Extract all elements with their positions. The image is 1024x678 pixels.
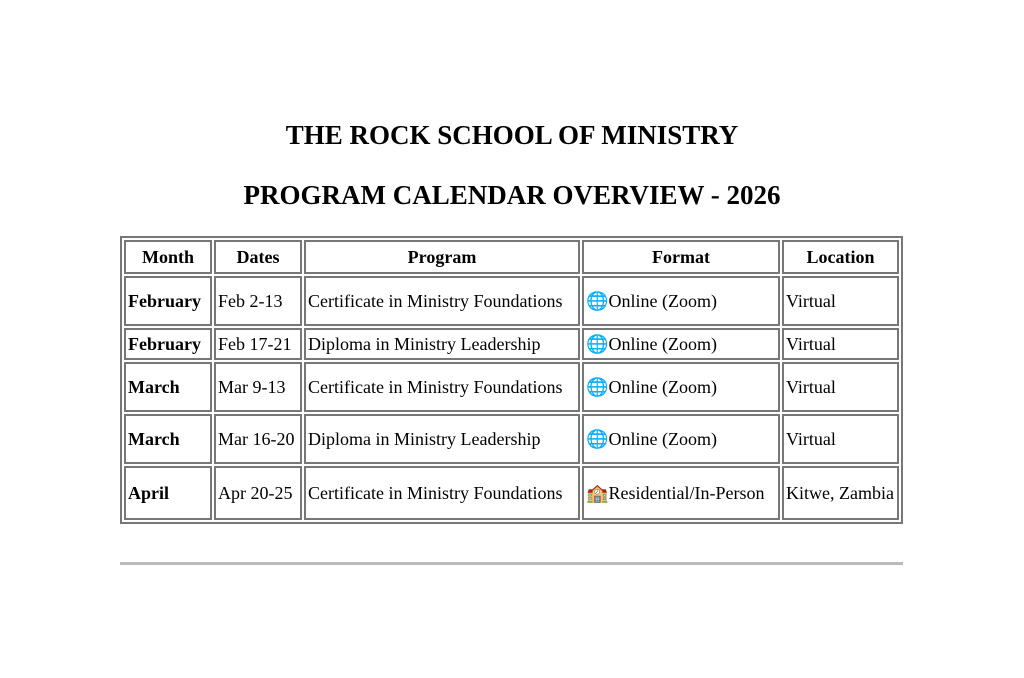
globe-icon: 🌐 [586, 333, 609, 354]
location-cell: Virtual [782, 414, 899, 464]
horizontal-rule [120, 562, 903, 565]
table-row [124, 328, 899, 360]
format-text: Online (Zoom) [608, 428, 717, 449]
table-header-row [124, 240, 899, 274]
format-text: Online (Zoom) [608, 376, 717, 397]
header-program: Program [304, 240, 580, 274]
location-cell: Kitwe, Zambia [782, 466, 899, 520]
residential-icon: 🏫 [586, 482, 609, 503]
program-cell: Certificate in Ministry Foundations [304, 362, 580, 412]
month-cell: March [124, 362, 212, 412]
program-cell: Certificate in Ministry Foundations [304, 276, 580, 326]
format-cell [582, 276, 780, 326]
month-cell: April [124, 466, 212, 520]
header-location: Location [782, 240, 899, 274]
globe-icon: 🌐 [586, 376, 609, 397]
location-cell: Virtual [782, 328, 899, 360]
dates-cell: Mar 9-13 [214, 362, 302, 412]
dates-cell: Apr 20-25 [214, 466, 302, 520]
program-cell: Diploma in Ministry Leadership [304, 414, 580, 464]
table-row [124, 276, 899, 326]
location-cell: Virtual [782, 362, 899, 412]
globe-icon: 🌐 [586, 290, 609, 311]
table-row [124, 362, 899, 412]
page-title: THE ROCK SCHOOL OF MINISTRY [285, 120, 739, 150]
format-cell [582, 328, 780, 360]
header-month: Month [124, 240, 212, 274]
dates-cell: Feb 2-13 [214, 276, 302, 326]
month-cell: February [124, 328, 212, 360]
header-format: Format [582, 240, 780, 274]
month-cell: March [124, 414, 212, 464]
format-text: Online (Zoom) [608, 333, 717, 354]
calendar-table [120, 236, 903, 524]
table-row [124, 466, 899, 520]
format-cell [582, 362, 780, 412]
table-row [124, 414, 899, 464]
location-cell: Virtual [782, 276, 899, 326]
header-dates: Dates [214, 240, 302, 274]
dates-cell: Feb 17-21 [214, 328, 302, 360]
program-cell: Certificate in Ministry Foundations [304, 466, 580, 520]
page-subtitle: PROGRAM CALENDAR OVERVIEW - 2026 [243, 180, 781, 210]
format-cell [582, 466, 780, 520]
globe-icon: 🌐 [586, 428, 609, 449]
program-cell: Diploma in Ministry Leadership [304, 328, 580, 360]
month-cell: February [124, 276, 212, 326]
format-text: Online (Zoom) [608, 290, 717, 311]
format-cell [582, 414, 780, 464]
dates-cell: Mar 16-20 [214, 414, 302, 464]
format-text: Residential/In-Person [608, 482, 765, 503]
